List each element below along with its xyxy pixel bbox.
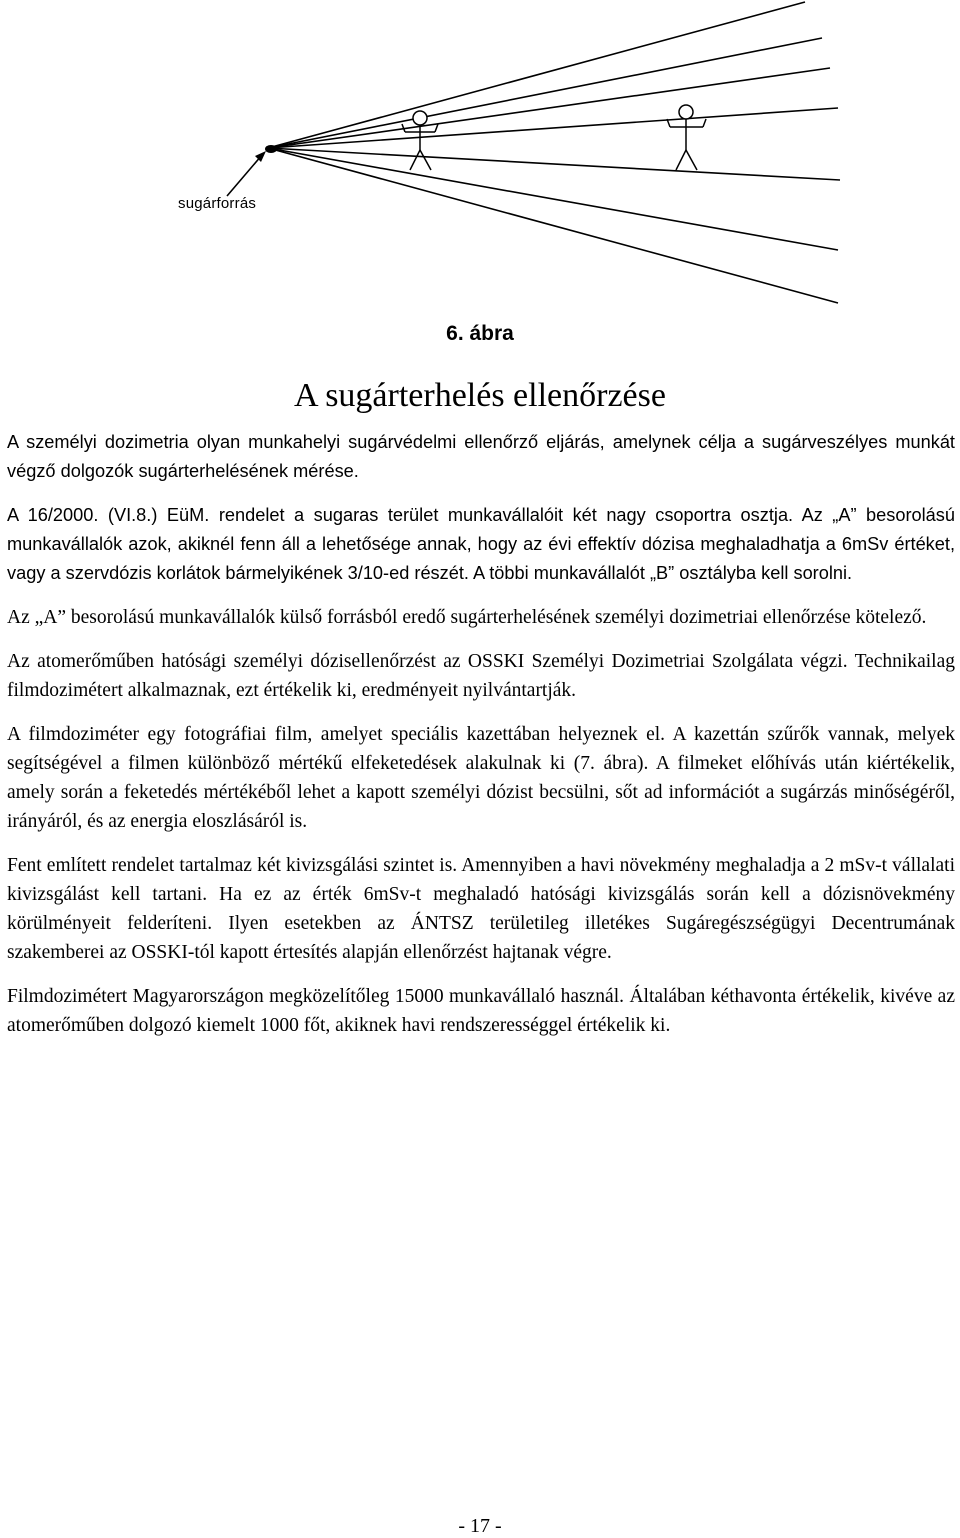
paragraph-2: A 16/2000. (VI.8.) EüM. rendelet a sugaras terület munkavállalóit két nagy csoportra osztja. Az „A” besorolású munkavállalók azok, akiknél fenn áll a lehetősége annak, hogy az évi effektív dózisa meghaladhatja a 6mSv értéket, vagy a szervdózis korlátok bármelyikének 3/10-ed részét. A többi munkavállalót „B” osztályba kell sorolni.	[7, 505, 955, 583]
source-point	[265, 145, 277, 153]
paragraph-3: Az „A” besorolású munkavállalók külső forrásból eredő sugárterhelésének személyi dozimetriai ellenőrzése kötelező.	[7, 607, 927, 628]
section-title: A sugárterhelés ellenőrzése	[294, 377, 666, 414]
radiation-diagram	[0, 0, 960, 320]
source-arrow	[227, 151, 266, 196]
paragraph-4: Az atomerőműben hatósági személyi dózisellenőrzést az OSSKI Személyi Dozimetriai Szolgálata végzi. Technikailag filmdozimétert alkalmaznak, ezt értékelik ki, eredményeit nyilvántartják.	[7, 651, 955, 701]
page-number: - 17 -	[458, 1515, 502, 1537]
radiation-figure	[0, 0, 960, 320]
radiation-rays	[268, 2, 840, 303]
figure-caption-text: 6. ábra	[446, 322, 514, 345]
paragraph-7: Filmdozimétert Magyarországon megközelítőleg 15000 munkavállaló használ. Általában kéthavonta értékelik, kivéve az atomerőműben dolgozó kiemelt 1000 főt, akiknek havi rendszerességgel értékelik ki.	[7, 986, 955, 1036]
paragraph-1: A személyi dozimetria olyan munkahelyi sugárvédelmi ellenőrző eljárás, amelynek célja a sugárveszélyes munkát végző dolgozók sugárterhelésének mérése.	[7, 432, 955, 481]
paragraph-6: Fent említett rendelet tartalmaz két kivizsgálási szintet is. Amennyiben a havi növekmény meghaladja a 2 mSv-t vállalati kivizsgálást kell tartani. Ha ez az érték 6mSv-t meghaladó hatósági kivizsgálás során kell a dózisnövekmény körülményeit felderíteni. Ilyen esetekben az ÁNTSZ területileg illetékes Sugáregészségügyi Decentrumának szakemberei az OSSKI-tól kapott értesítés alapján ellenőrzést hajtanak végre.	[7, 855, 955, 963]
paragraph-5: A filmdoziméter egy fotográfiai film, amelyet speciális kazettában helyeznek el. A kazettán szűrők vannak, melyek segítségével a filmen különböző mértékű elfeketedések alakulnak ki (7. ábra). A filmeket előhívás után kiértékelik, amely során a feketedés mértékéből lehet a kapott személyi dózist becsülni, sőt ad információt a sugárzás minőségéről, irányáról, és az energia eloszlásáról is.	[7, 724, 955, 832]
figure-caption	[0, 322, 960, 346]
body-text	[7, 428, 955, 1055]
person-far	[667, 105, 706, 170]
source-label: sugárforrás	[178, 195, 257, 212]
